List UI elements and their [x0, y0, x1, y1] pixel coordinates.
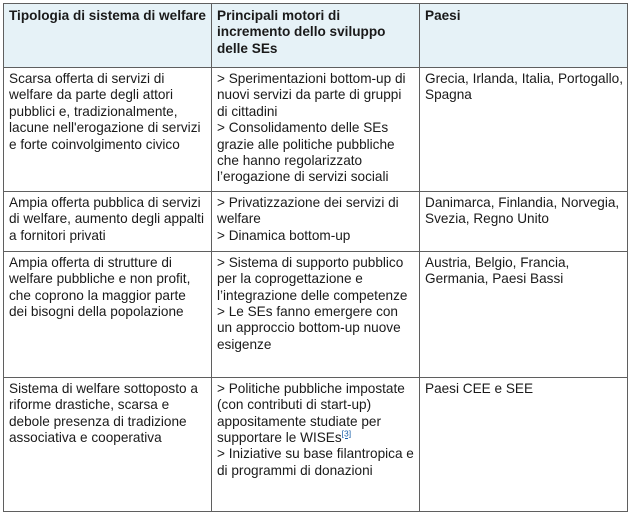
cell-tipologia: Sistema di welfare sottoposto a riforme drastiche, scarsa e debole presenza di tradizione associativa e cooperativa — [4, 377, 212, 511]
cell-motori — [212, 191, 420, 251]
cell-tipologia: Ampia offerta pubblica di servizi di welfare, aumento degli appalti a fornitori privati — [4, 191, 212, 251]
cell-tipologia: Scarsa offerta di servizi di welfare da parte degli attori pubblici e, tradizionalmente, lacune nell'erogazione di servizi e forte coinvolgimento civico — [4, 68, 212, 192]
cell-paesi: Danimarca, Finlandia, Norvegia, Svezia, Regno Unito — [420, 191, 628, 251]
welfare-systems-table — [3, 3, 628, 512]
cell-paesi: Paesi CEE e SEE — [420, 377, 628, 511]
motore-text: > Politiche pubbliche impostate (con contributi di start-up) appositamente studiate per supportare le WISEs — [217, 380, 405, 446]
motore-item — [217, 381, 415, 447]
welfare-table-container — [3, 3, 627, 512]
table-row — [4, 251, 628, 377]
motore-item: > Privatizzazione dei servizi di welfare — [217, 194, 399, 227]
header-tipologia: Tipologia di sistema di welfare — [4, 4, 212, 68]
cell-tipologia: Ampia offerta di strutture di welfare pubbliche e non profit, che coprono la maggior parte dei bisogni della popolazione — [4, 251, 212, 377]
cell-motori — [212, 68, 420, 192]
table-header-row — [4, 4, 628, 68]
cell-paesi: Austria, Belgio, Francia, Germania, Paesi Bassi — [420, 251, 628, 377]
header-paesi: Paesi — [420, 4, 628, 68]
table-row — [4, 68, 628, 192]
table-row — [4, 377, 628, 511]
table-row — [4, 191, 628, 251]
motore-item: > Sperimentazioni bottom-up di nuovi servizi da parte di gruppi di cittadini — [217, 71, 406, 119]
cell-paesi: Grecia, Irlanda, Italia, Portogallo, Spagna — [420, 68, 628, 192]
footnote-reference-link[interactable]: [3] — [341, 428, 352, 439]
motore-item: > Dinamica bottom-up — [217, 227, 351, 243]
cell-motori — [212, 251, 420, 377]
motore-item: > Iniziative su base filantropica e di programmi di donazioni — [217, 446, 414, 478]
motore-item: > Le SEs fanno emergere con un approccio bottom-up nuove esigenze — [217, 304, 401, 352]
cell-motori — [212, 377, 420, 511]
motore-item: > Sistema di supporto pubblico per la coprogettazione e l’integrazione delle competenze — [217, 254, 408, 303]
header-motori: Principali motori di incremento dello sviluppo delle SEs — [212, 4, 420, 68]
motore-item: > Consolidamento delle SEs grazie alle politiche pubbliche che hanno regolarizzato l’erogazione di servizi sociali — [217, 120, 395, 185]
